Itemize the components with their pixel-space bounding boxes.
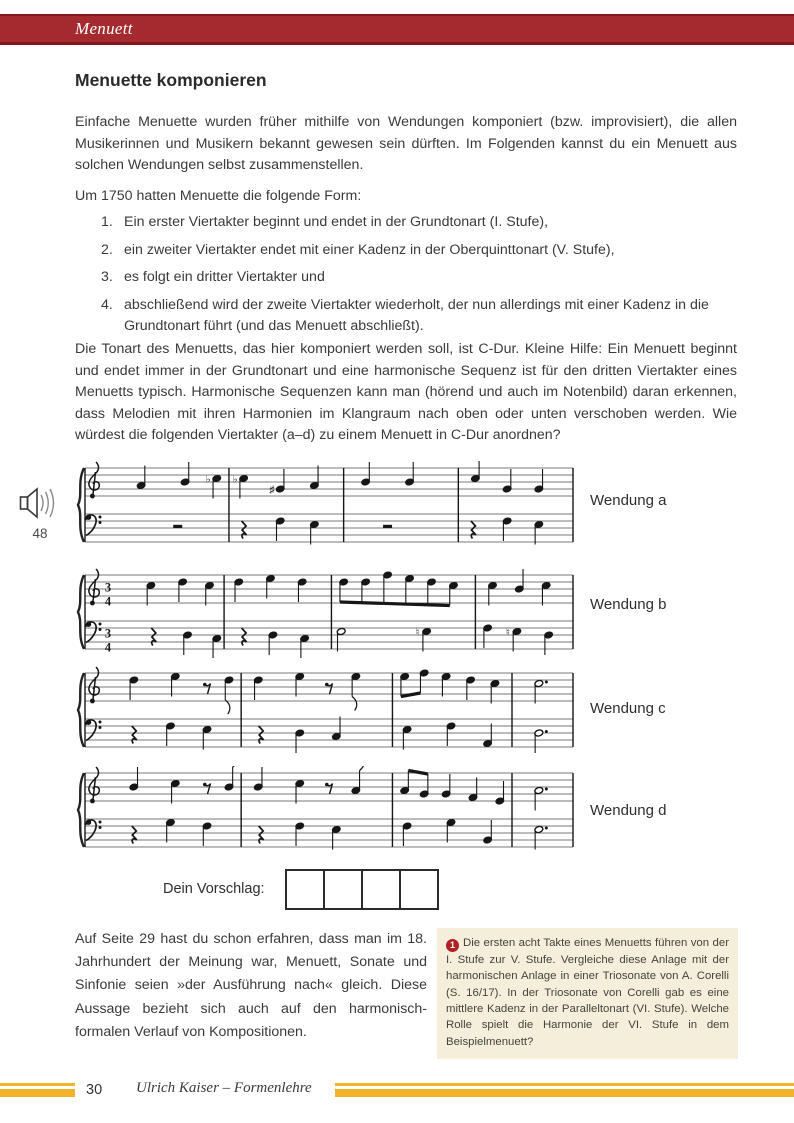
chapter-band-title: Menuett	[75, 19, 133, 38]
svg-text:♮: ♮	[505, 626, 510, 639]
system-label-c: Wendung c	[590, 700, 666, 717]
form-list-item-1	[101, 212, 731, 234]
speaker-icon[interactable]	[19, 486, 61, 520]
footer-rule-thin-left	[0, 1083, 75, 1086]
list-number: 4.	[101, 296, 113, 313]
svg-text:3: 3	[104, 626, 112, 641]
suggestion-boxes	[285, 869, 439, 910]
staff-svg	[75, 461, 575, 551]
form-intro-paragraph: Um 1750 hatten Menuette die folgende Form:	[75, 188, 362, 204]
page-number: 30	[86, 1082, 103, 1098]
music-system-a	[75, 461, 575, 551]
closing-paragraph: Auf Seite 29 hast du schon erfahren, dass man im 18. Jahrhundert der Meinung war, Menuett, Sonate und Sinfonie seien »der Ausführung nach« gleich. Diese Aussage bezieht sich auch auf den harmonisch-formalen Verlauf von Kompositionen.	[75, 931, 427, 1040]
list-text: Ein erster Viertakter beginnt und endet in der Grundtonart (I. Stufe),	[124, 214, 549, 230]
music-system-d	[75, 766, 575, 856]
list-text: es folgt ein dritter Viertakter und	[124, 269, 325, 286]
footer-credit: Ulrich Kaiser – Formenlehre	[136, 1080, 312, 1096]
svg-text:4: 4	[104, 640, 112, 655]
svg-text:♭: ♭	[205, 473, 211, 486]
suggestion-label: Dein Vorschlag:	[163, 881, 265, 897]
system-label-d: Wendung d	[590, 802, 667, 819]
system-label-a: Wendung a	[590, 492, 667, 509]
footer-rule-thick-left	[0, 1089, 75, 1097]
svg-text:♭: ♭	[232, 473, 238, 486]
note-text: Die ersten acht Takte eines Menuetts führen von der I. Stufe zur V. Stufe. Vergleiche diese Anlage mit der harmonischen Anlage in einer Triosonate von A. Corelli (S. 16/17). In der Triosonate von Corelli gab es eine mittlere Kadenz in der Paralleltonart (VI. Stufe). Welche Rolle spielt die Harmonie der VI. Stufe in dem Beispielmenuett?	[446, 937, 729, 1048]
footer-rule-thick-right	[335, 1089, 794, 1097]
suggestion-box-3[interactable]	[361, 869, 401, 910]
task-paragraph: Die Tonart des Menuetts, das hier komponiert werden soll, ist C-Dur. Kleine Hilfe: Ein Menuett beginnt und endet immer in der Grundtonart und eine harmonische Sequenz ist für den dritten Viertakter eines Menuetts typisch. Harmonische Sequenzen kann man (hörend und auch im Notenbild) daran erkennen, dass Melodien mit ihren Harmonien im Klangraum nach oben oder unten verschoben werden. Wie würdest die folgenden Viertakter (a–d) zu einem Menuett in C-Dur anordnen?	[75, 341, 737, 444]
note-box	[437, 928, 738, 1059]
svg-text:3: 3	[104, 580, 112, 595]
list-text: ein zweiter Viertakter endet mit einer Kadenz in der Oberquinttonart (V. Stufe),	[124, 241, 615, 258]
list-text: abschließend wird der zweite Viertakter wiederholt, der nun allerdings mit einer Kadenz in die Grundtonart führt (und das Menuett abschließt).	[124, 296, 709, 335]
svg-text:4: 4	[104, 594, 112, 609]
audio-track-number: 48	[32, 526, 48, 541]
page-title: Menuette komponieren	[75, 70, 267, 90]
system-label-b: Wendung b	[590, 596, 667, 613]
form-list	[101, 212, 731, 344]
list-number: 3.	[101, 269, 113, 286]
svg-text:♯: ♯	[269, 483, 275, 496]
music-system-c	[75, 666, 575, 756]
intro-paragraph: Einfache Menuette wurden früher mithilfe von Wendungen komponiert (bzw. improvisiert), die allen Musikerinnen und Musikern bekannt gewesen sein dürften. Im Folgenden kannst du ein Menuett aus solchen Wendungen selbst zusammenstellen.	[75, 114, 737, 174]
staff-svg	[75, 568, 575, 658]
form-list-item-4	[101, 295, 731, 338]
form-list-item-2	[101, 240, 731, 262]
staff-svg	[75, 766, 575, 856]
footer-rule-thin-right	[335, 1083, 794, 1086]
suggestion-box-4[interactable]	[399, 869, 439, 910]
suggestion-box-1[interactable]	[285, 869, 325, 910]
chapter-band	[0, 14, 794, 45]
note-badge: 1	[446, 939, 459, 952]
form-list-item-3	[101, 267, 731, 289]
list-number: 2.	[101, 241, 113, 258]
staff-svg	[75, 666, 575, 756]
audio-control[interactable]	[16, 486, 64, 541]
music-system-b	[75, 568, 575, 658]
list-number: 1.	[101, 214, 113, 230]
suggestion-box-2[interactable]	[323, 869, 363, 910]
svg-text:♮: ♮	[415, 626, 420, 639]
